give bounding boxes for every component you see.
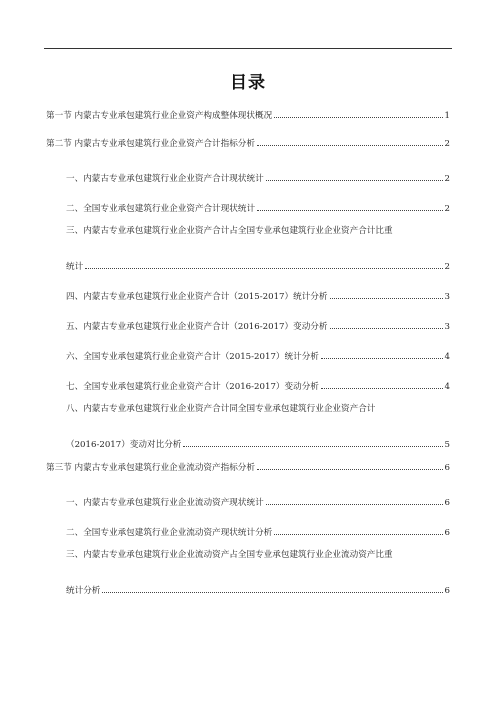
toc-entry-label: 八、内蒙古专业承包建筑行业企业资产合计同全国专业承包建筑行业企业资产合计	[66, 404, 376, 414]
dot-leader	[274, 534, 442, 535]
toc-entry-page: 1	[444, 111, 450, 121]
dot-leader	[330, 298, 443, 299]
dot-leader	[330, 328, 443, 329]
dot-leader	[321, 388, 443, 389]
toc-entry-page: 2	[444, 262, 450, 272]
toc-entry-page: 6	[444, 586, 450, 596]
toc-entry-label: 第二节 内蒙古专业承包建筑行业企业资产合计指标分析	[46, 139, 255, 149]
dot-leader	[321, 358, 443, 359]
dot-leader	[85, 268, 442, 269]
toc-entry-section-2[interactable]	[46, 136, 450, 149]
toc-entry-label: 三、内蒙古专业承包建筑行业企业资产合计占全国专业承包建筑行业企业资产合计比重	[66, 226, 393, 236]
toc-entry-2-3-line2[interactable]	[46, 252, 450, 272]
toc-entry-label: 二、全国专业承包建筑行业企业资产合计现状统计	[66, 204, 256, 214]
toc-entry-label: 第三节 内蒙古专业承包建筑行业企业流动资产指标分析	[46, 463, 255, 473]
toc-entry-label: 一、内蒙古专业承包建筑行业企业资产合计现状统计	[66, 174, 264, 184]
toc-entry-3-1[interactable]	[46, 488, 450, 508]
toc-entry-label: 二、全国专业承包建筑行业企业流动资产现状统计分析	[66, 528, 273, 538]
toc-title: 目录	[230, 73, 266, 93]
toc-entry-label: （2016-2017）变动对比分析	[66, 440, 182, 450]
toc-entry-page: 2	[444, 139, 450, 149]
toc-entry-page: 2	[444, 174, 450, 184]
toc-entry-page: 4	[444, 352, 450, 362]
dot-leader	[266, 504, 443, 505]
toc-entry-page: 5	[444, 440, 450, 450]
toc-entry-3-3-line2[interactable]	[46, 576, 450, 596]
dot-leader	[257, 469, 443, 470]
toc-entry-label: 七、全国专业承包建筑行业企业资产合计（2016-2017）变动分析	[66, 382, 319, 392]
toc-entry-2-6[interactable]	[46, 342, 450, 362]
toc-entry-2-7[interactable]	[46, 372, 450, 392]
toc-entry-label: 一、内蒙古专业承包建筑行业企业流动资产现状统计	[66, 498, 264, 508]
toc-entry-page: 3	[444, 322, 450, 332]
dot-leader	[266, 180, 443, 181]
toc-entry-3-2[interactable]	[46, 518, 450, 538]
toc-entry-section-3[interactable]	[46, 460, 450, 473]
toc-entry-label: 统计	[66, 262, 84, 272]
dot-leader	[183, 446, 442, 447]
toc-entry-2-3-line1[interactable]	[46, 224, 450, 236]
dot-leader	[274, 117, 442, 118]
toc-entry-label: 五、内蒙古专业承包建筑行业企业资产合计（2016-2017）变动分析	[66, 322, 328, 332]
toc-entry-2-4[interactable]	[46, 282, 450, 302]
toc-entry-2-8-line2[interactable]	[46, 430, 450, 450]
toc-entry-3-3-line1[interactable]	[46, 548, 450, 560]
toc-entry-label: 统计分析	[66, 586, 101, 596]
toc-entry-page: 6	[444, 463, 450, 473]
header-rule	[44, 48, 452, 49]
dot-leader	[257, 210, 442, 211]
toc-entry-label: 第一节 内蒙古专业承包建筑行业企业资产构成整体现状概况	[46, 111, 273, 121]
toc-entry-label: 三、内蒙古专业承包建筑行业企业流动资产占全国专业承包建筑行业企业流动资产比重	[66, 550, 393, 560]
toc-entry-page: 4	[444, 382, 450, 392]
dot-leader	[102, 592, 442, 593]
toc-entry-2-2[interactable]	[46, 194, 450, 214]
toc-entry-page: 6	[444, 498, 450, 508]
toc-entry-2-1[interactable]	[46, 164, 450, 184]
toc-entry-2-5[interactable]	[46, 312, 450, 332]
toc-entry-label: 六、全国专业承包建筑行业企业资产合计（2015-2017）统计分析	[66, 352, 319, 362]
toc-entry-2-8-line1[interactable]	[46, 402, 450, 414]
table-of-contents	[46, 108, 450, 606]
toc-entry-page: 6	[444, 528, 450, 538]
toc-entry-section-1[interactable]	[46, 108, 450, 121]
toc-entry-label: 四、内蒙古专业承包建筑行业企业资产合计（2015-2017）统计分析	[66, 292, 328, 302]
dot-leader	[257, 145, 443, 146]
toc-entry-page: 2	[444, 204, 450, 214]
toc-entry-page: 3	[444, 292, 450, 302]
